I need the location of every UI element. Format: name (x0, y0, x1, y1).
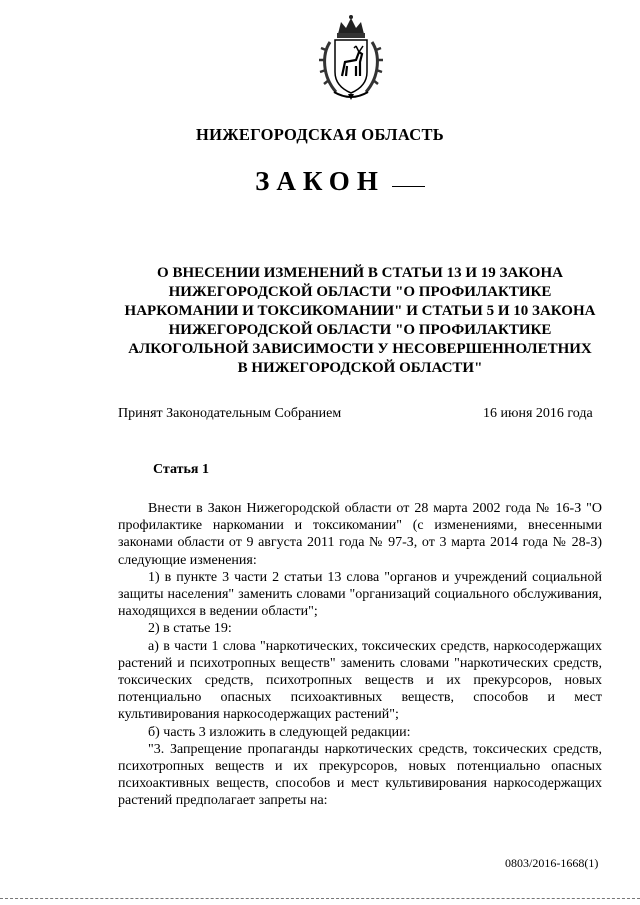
document-number: 0803/2016-1668(1) (505, 856, 599, 870)
paragraph: "3. Запрещение пропаганды наркотических средств, токсических средств, психотропных веществ и их прекурсоров, новых потенциально опасных психоактивных веществ, способов и мест культивирования наркосодержащих растений предполагает запреты на: (118, 741, 602, 809)
coat-of-arms-emblem (318, 14, 384, 102)
page-edge-divider (0, 898, 640, 899)
law-title-line: НИЖЕГОРОДСКОЙ ОБЛАСТИ "О ПРОФИЛАКТИКЕ (168, 322, 552, 338)
law-title-line: НАРКОМАНИИ И ТОКСИКОМАНИИ" И СТАТЬИ 5 И 10 ЗАКОНА (124, 303, 596, 319)
paragraph: а) в части 1 слова "наркотических, токсических средств, наркосодержащих растений и психотропных веществ" заменить словами "наркотических средств, токсических средств, психотропных веществ и их прекурсоров, новых потенциально опасных психоактивных веществ, способов и мест культивирования наркосодержащих растений"; (118, 638, 602, 723)
region-name: НИЖЕГОРОДСКАЯ ОБЛАСТЬ (196, 125, 444, 144)
title-underline-mark (392, 186, 425, 187)
law-title-line: НИЖЕГОРОДСКОЙ ОБЛАСТИ "О ПРОФИЛАКТИКЕ (168, 284, 552, 300)
document-type: ЗАКОН (255, 166, 385, 196)
paragraph: 2) в статье 19: (148, 621, 232, 637)
paragraph: б) часть 3 изложить в следующей редакции: (148, 724, 411, 740)
law-title-line: В НИЖЕГОРОДСКОЙ ОБЛАСТИ" (237, 360, 483, 376)
adoption-date: 16 июня 2016 года (483, 406, 593, 421)
law-title (60, 264, 640, 378)
article-heading: Статья 1 (153, 462, 209, 477)
law-title-line: О ВНЕСЕНИИ ИЗМЕНЕНИЙ В СТАТЬИ 13 И 19 ЗАКОНА (157, 265, 563, 281)
paragraph: 1) в пункте 3 части 2 статьи 13 слова "органов и учреждений социальной защиты населения" заменить словами "организаций социального обслуживания, находящихся в ведении области"; (118, 569, 602, 620)
article-body (118, 500, 602, 810)
adoption-label: Принят Законодательным Собранием (118, 406, 342, 421)
deer-crest-icon (318, 14, 384, 102)
paragraph: Внести в Закон Нижегородской области от 28 марта 2002 года № 16-З "О профилактике наркомании и токсикомании" (с изменениями, внесенными законами области от 9 августа 2011 года № 97-З, от 3 марта 2014 года № 28-З) следующие изменения: (118, 501, 602, 568)
law-title-line: АЛКОГОЛЬНОЙ ЗАВИСИМОСТИ У НЕСОВЕРШЕННОЛЕТНИХ (128, 341, 592, 357)
